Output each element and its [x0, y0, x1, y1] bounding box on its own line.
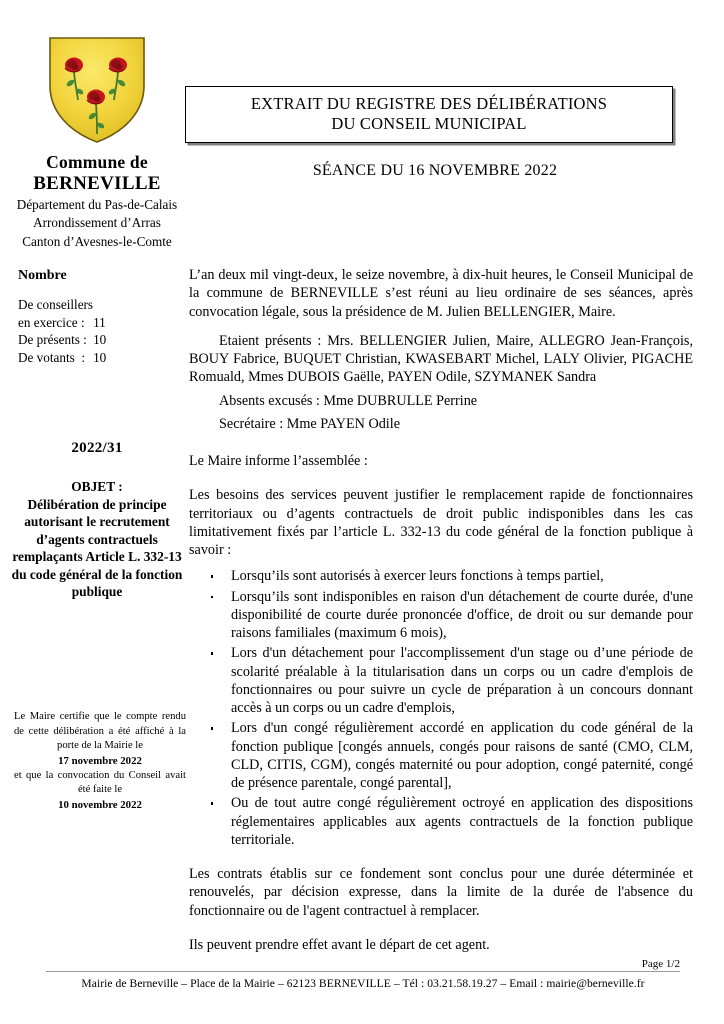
certification-convocation-date: 10 novembre 2022	[58, 798, 142, 811]
session-date-heading: SÉANCE DU 16 NOVEMBRE 2022	[312, 162, 558, 179]
count-label-conseillers-l2: en exercice :	[18, 314, 85, 330]
certification-intro: Le Maire certifie que le compte rendu de cette délibération a été affiché à la porte de la Mairie le	[14, 711, 186, 752]
list-item: Lors d'un détachement pour l'accomplissement d'un stage ou d’une période de scolarité préalable à la titularisation dans un corps ou un cadre d'emplois de fonctionnaires ou pour suivre un cycle de préparation à un concours donnant accès à un corps ou un cadre d'emplois,	[189, 644, 693, 717]
count-value-votants: 10	[93, 349, 107, 365]
page-number: Page 1/2	[641, 958, 680, 970]
certification-block	[14, 710, 186, 813]
deliberation-number: 2022/31	[71, 440, 123, 456]
effect-date-paragraph: Ils peuvent prendre effet avant le départ de cet agent.	[189, 936, 490, 953]
council-counts-block	[18, 268, 190, 366]
document-title-line-2: DU CONSEIL MUNICIPAL	[331, 114, 527, 134]
footer-contact-line: Mairie de Berneville – Place de la Mairie – 62123 BERNEVILLE – Tél : 03.21.58.19.27 – Email : mairie@berneville.fr	[81, 977, 645, 990]
count-value-presents: 10	[93, 332, 107, 348]
objet-heading: OBJET :	[71, 479, 123, 494]
certification-display-date: 17 novembre 2022	[58, 754, 142, 767]
document-title-line-1: EXTRAIT DU REGISTRE DES DÉLIBÉRATIONS	[250, 94, 608, 113]
page-footer	[46, 958, 680, 990]
list-item: Lorsqu’ils sont indisponibles en raison d'un détachement de courte durée, d'une disponibilité de courte durée prononcée d'office, de droit ou sur demande pour raisons familiales (maximum 6 mois),	[189, 588, 693, 643]
list-item: Lorsqu’ils sont autorisés à exercer leurs fonctions à temps partiel,	[189, 567, 693, 585]
count-label-presents: De présents :	[18, 332, 87, 348]
deliberation-body	[189, 266, 693, 954]
table-row	[18, 314, 106, 332]
objet-description: Délibération de principe autorisant le recrutement d’agents contractuels remplaçants Article L. 332-13 du code général de la fonction publique	[11, 497, 183, 600]
commune-label: Commune de	[46, 152, 148, 172]
secretary-line: Secrétaire : Mme PAYEN Odile	[219, 415, 400, 432]
count-label-conseillers-l1: De conseillers	[18, 297, 94, 312]
contract-terms-paragraph: Les contrats établis sur ce fondement sont conclus pour une durée déterminée et renouvelés, par décision expresse, dans la limite de la durée de l'absence du fonctionnaire ou de l'agent contractuel à remplacer.	[189, 866, 693, 919]
table-row	[18, 331, 106, 349]
table-row	[18, 296, 106, 314]
coat-of-arms	[8, 30, 186, 148]
count-value-empty	[93, 296, 106, 314]
document-title-box	[185, 86, 673, 143]
legal-basis-paragraph: Les besoins des services peuvent justifier le remplacement rapide de fonctionnaires territoriaux ou d’agents contractuels de droit public indisponibles dans les cas limitativement fixés par l’article L. 332-13 du code général de la fonction publique à savoir :	[189, 487, 693, 558]
counts-heading: Nombre	[18, 268, 67, 283]
arrondissement-line: Arrondissement d’Arras	[33, 215, 161, 231]
commune-name: BERNEVILLE	[33, 172, 161, 194]
conditions-list	[189, 567, 693, 849]
department-line: Département du Pas-de-Calais	[16, 197, 178, 213]
certification-middle: et que la convocation du Conseil avait été faite le	[14, 769, 186, 796]
count-value-conseillers: 11	[93, 314, 106, 330]
counts-table	[18, 296, 106, 366]
mayor-informs-line: Le Maire informe l’assemblée :	[189, 453, 368, 469]
list-item: Lors d'un congé régulièrement accordé en application du code général de la fonction publique [congés annuels, congés pour raisons de santé (CMO, CLM, CLD, CITIS, CGM), congés maternité ou pour adoption, congé paternité, congé de présence parentale, congé parental],	[189, 719, 693, 792]
absent-members-line: Absents excusés : Mme DUBRULLE Perrine	[219, 392, 478, 409]
list-item: Ou de tout autre congé régulièrement octroyé en application des dispositions réglementaires applicables aux agents contractuels de la fonction publique territoriale.	[189, 794, 693, 849]
coat-of-arms-shield-three-roses-icon	[38, 30, 156, 148]
letterhead-block	[8, 30, 186, 250]
present-members-paragraph: Etaient présents : Mrs. BELLENGIER Julien, Maire, ALLEGRO Jean-François, BOUY Fabrice, BUQUET Christian, KWASEBART Michel, LALY Olivier, PIGACHE Romuald, Mmes DUBOIS Gaëlle, PAYEN Odile, SZYMANEK Sandra	[189, 332, 693, 386]
count-label-votants: De votants :	[18, 349, 86, 365]
table-row	[18, 349, 106, 367]
deliberation-subject-block	[6, 440, 188, 601]
canton-line: Canton d’Avesnes-le-Comte	[22, 233, 172, 249]
opening-paragraph: L’an deux mil vingt-deux, le seize novembre, à dix-huit heures, le Conseil Municipal de la commune de BERNEVILLE s’est réuni au lieu ordinaire de ses séances, après convocation légale, sous la présidence de M. Julien BELLENGIER, Maire.	[189, 267, 693, 320]
